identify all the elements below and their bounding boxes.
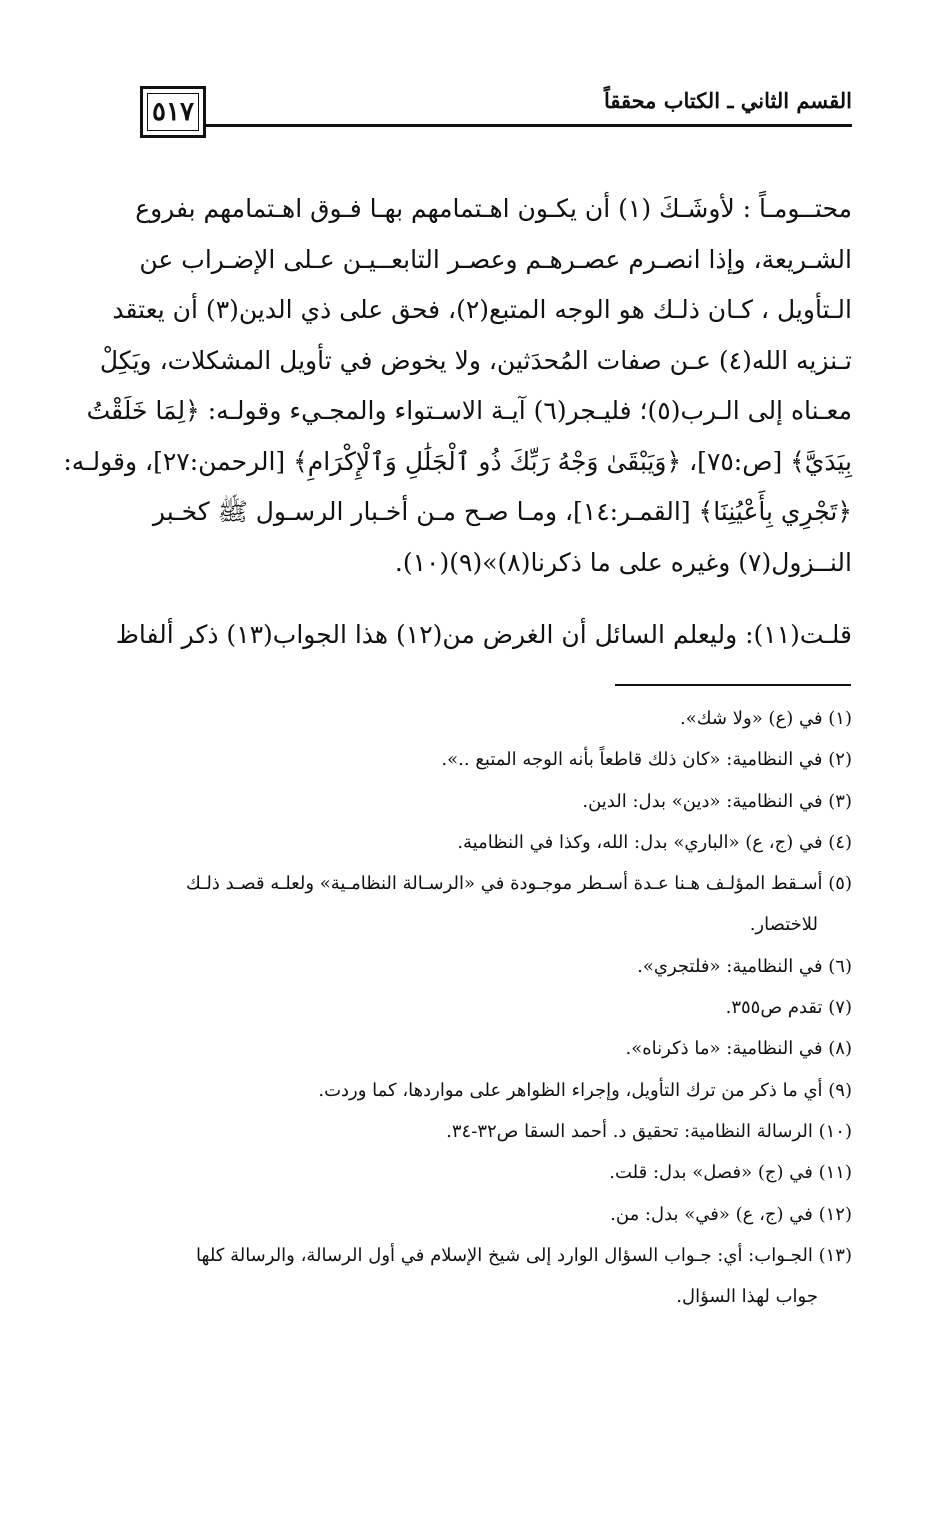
- footnote: (١١) في (ج) «فصل» بدل: قلت.: [609, 1162, 852, 1184]
- footnote: (٥) أسـقط المؤلـف هـنا عـدة أسـطر موجـودة في «الرسـالة النظامـية» ولعلـه قصـد ذلـك: [185, 873, 852, 895]
- text-line: النــزول(٧) وغيره على ما ذكرنا(٨)»(٩)(١٠).: [394, 547, 852, 577]
- footnote: (٤) في (ج، ع) «الباري» بدل: الله، وكذا في النظامية.: [457, 831, 852, 853]
- footnote: (٦) في النظامية: «فلتجري».: [637, 955, 852, 977]
- footnote-separator: [615, 684, 851, 686]
- footnotes: [140, 698, 852, 1317]
- footnote: (٨) في النظامية: «ما ذكرناه».: [625, 1038, 852, 1060]
- footnote: (٩) أي ما ذكر من ترك التأويل، وإجراء الظواهر على مواردها، كما وردت.: [318, 1079, 852, 1101]
- footnote: (١٢) في (ج، ع) «في» بدل: من.: [610, 1203, 852, 1225]
- footnote: (١٠) الرسالة النظامية: تحقيق د. أحمد السقا ص٣٢-٣٤.: [446, 1120, 852, 1142]
- footnote: (١) في (ع) «ولا شك».: [680, 708, 852, 729]
- footnote: (٢) في النظامية: «كان ذلك قاطعاً بأنه الوجه المتبع ..».: [441, 749, 852, 771]
- main-text: [63, 184, 852, 661]
- text-line: قلـت(١١): وليعلم السائل أن الغرض من(١٢) هذا الجواب(١٣) ذكر ألفاظ: [115, 620, 852, 649]
- text-line: بِيَدَيَّ﴾ [ص:٧٥]، ﴿وَيَبْقَىٰ وَجْهُ رَبِّكَ ذُو ٱلْجَلَٰلِ وَٱلْإِكْرَامِ﴾ [الرحمن:٢٧]، وقولـه:: [63, 446, 852, 476]
- header-rule: [206, 124, 852, 127]
- text-line: تـنزيه الله(٤) عـن صفات المُحدَثين، ولا يخوض في تأويل المشكلات، ويَكِلْ: [99, 345, 852, 375]
- page-header: [140, 86, 852, 144]
- footnote-continuation: للاختصار.: [749, 914, 818, 936]
- text-line: محتــومـاً : لأوشَـكَ (١) أن يكـون اهـتمامهم بهـا فـوق اهـتمامهم بفروع: [135, 194, 852, 223]
- footnote-continuation: جواب لهذا السؤال.: [676, 1286, 818, 1308]
- footnote: (١٣) الجـواب: أي: جـواب السؤال الوارد إلى شيخ الإسلام في أول الرسالة، والرسالة كلها: [196, 1244, 852, 1266]
- text-line: الشـريعة، وإذا انصـرم عصـرهـم وعصـر التابعــيـن عـلى الإضـراب عن: [139, 244, 852, 274]
- text-line: معـناه إلى الـرب(٥)؛ فليـجر(٦) آيـة الاسـتواء والمجـيء وقولـه: ﴿لِمَا خَلَقْتُ: [86, 396, 852, 425]
- footnote: (٧) تقدم ص٣٥٥.: [725, 997, 852, 1019]
- text-line: ﴿تَجْرِي بِأَعْيُنِنَا﴾ [القمـر:١٤]، ومـا صـح مـن أخـبار الرسـول ﷺ كخـبر: [152, 497, 852, 526]
- running-head: القسم الثاني ـ الكتاب محققاً: [603, 88, 852, 113]
- page-number: ٥١٧: [140, 86, 206, 138]
- text-line: الـتأويل ، كـان ذلـك هو الوجه المتبع(٢)، فحق على ذي الدين(٣) أن يعتقد: [112, 295, 852, 324]
- footnote: (٣) في النظامية: «دين» بدل: الدين.: [582, 790, 852, 812]
